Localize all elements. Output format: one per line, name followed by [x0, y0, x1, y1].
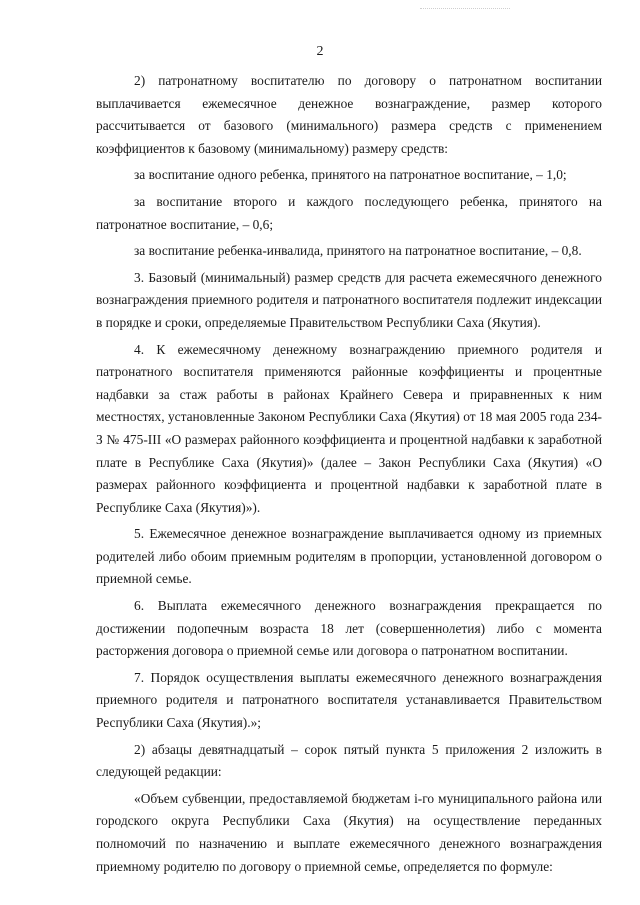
paragraph-item-4-regional-coefficients: 4. К ежемесячному денежному вознаграждению приемного родителя и патронатного воспитателя применяются районные коэффициенты и процентные надбавки за стаж работы в районах Крайнего Севера и приравненных к ним местностях, установленные Законом Республики Саха (Якутия) от 18 мая 2005 года 234-З № 475-III «О размерах районного коэффициента и процентной надбавки к заработной плате в Республике Саха (Якутия)» (далее – Закон Республики Саха (Якутия) «О размерах районного коэффициента и процентной надбавки к заработной плате в Республике Саха (Якутия)»).	[96, 341, 602, 515]
paragraph-item-5-payment: 5. Ежемесячное денежное вознаграждение выплачивается одному из приемных родителей либо обоим приемным родителям в пропорции, установленной договором о приемной семье.	[96, 526, 602, 587]
paragraph-coefficient-disabled-child: за воспитание ребенка-инвалида, принятого на патронатное воспитание, – 0,8.	[134, 243, 582, 259]
paragraph-item-2-foster-educator: 2) патронатному воспитателю по договору о патронатном воспитании выплачивается ежемесячное денежное вознаграждение, размер которого рассчитывается от базового (минимального) размера средств с применением коэффициентов к базовому (минимальному) размеру средств:	[96, 73, 602, 156]
paragraph-item-3-indexation: 3. Базовый (минимальный) размер средств для расчета ежемесячного денежного вознаграждения приемного родителя и патронатного воспитателя подлежит индексации в порядке и сроки, определяемые Правительством Республики Саха (Якутия).	[96, 269, 602, 330]
paragraph-amendment-2: 2) абзацы девятнадцатый – сорок пятый пункта 5 приложения 2 изложить в следующей редакции:	[96, 741, 602, 780]
paragraph-coefficient-second-child: за воспитание второго и каждого последующего ребенка, принятого на патронатное воспитание, – 0,6;	[96, 193, 602, 232]
paragraph-subvention-formula: «Объем субвенции, предоставляемой бюджетам i-го муниципального района или городского округа Республики Саха (Якутия) на осуществление переданных полномочий по назначению и выплате ежемесячного денежного вознаграждения приемному родителю по договору о приемной семье, определяется по формуле:	[96, 790, 602, 874]
paragraph-item-7-procedure: 7. Порядок осуществления выплаты ежемесячного денежного вознаграждения приемного родителя и патронатного воспитателя устанавливается Правительством Республики Саха (Якутия).»;	[96, 669, 602, 731]
paragraph-item-6-termination: 6. Выплата ежемесячного денежного вознаграждения прекращается по достижении подопечным возраста 18 лет (совершеннолетия) либо с момента расторжения договора о приемной семье или договора о патронатном воспитании.	[96, 598, 602, 659]
page-number: 2	[316, 44, 324, 59]
document-body	[96, 70, 602, 878]
paragraph-coefficient-one-child: за воспитание одного ребенка, принятого на патронатное воспитание, – 1,0;	[134, 167, 567, 183]
scan-artifact	[420, 8, 510, 11]
